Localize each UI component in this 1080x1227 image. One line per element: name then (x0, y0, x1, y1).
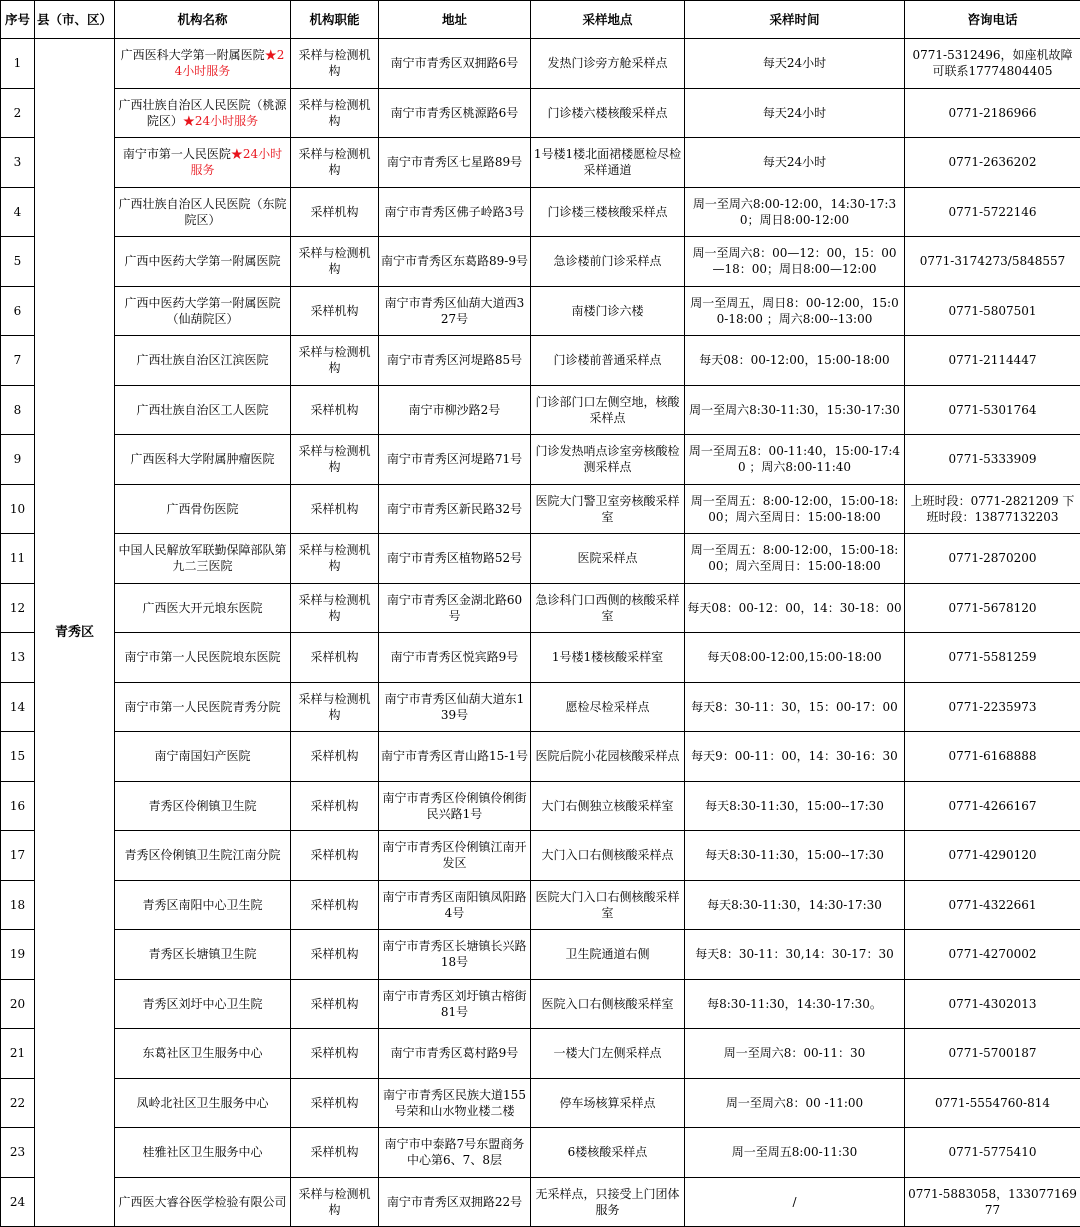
cell-time: 周一至周六8：00—12：00，15：00—18：00；周日8:00—12:00 (685, 237, 905, 287)
cell-name (115, 286, 291, 336)
cell-function: 采样与检测机构 (291, 583, 379, 633)
table-row (1, 1029, 1080, 1079)
cell-function: 采样与检测机构 (291, 1177, 379, 1227)
header-index: 序号 (1, 1, 35, 39)
cell-name (115, 831, 291, 881)
cell-name (115, 1177, 291, 1227)
cell-phone: 0771-5312496，如座机故障可联系17774804405 (905, 39, 1080, 89)
cell-site: 医院大门入口右侧核酸采样室 (531, 880, 685, 930)
cell-index: 6 (1, 286, 35, 336)
cell-address: 南宁市柳沙路2号 (379, 385, 531, 435)
cell-phone: 0771-3174273/5848557 (905, 237, 1080, 287)
cell-function: 采样机构 (291, 385, 379, 435)
institution-name: 南宁市第一人民医院 (122, 147, 231, 162)
cell-index: 14 (1, 682, 35, 732)
cell-phone: 0771-2636202 (905, 138, 1080, 188)
cell-time: 每天9：00-11：00，14：30-16：30 (685, 732, 905, 782)
cell-name (115, 39, 291, 89)
cell-site: 医院入口右侧核酸采样室 (531, 979, 685, 1029)
cell-name (115, 880, 291, 930)
cell-address: 南宁市青秀区双拥路6号 (379, 39, 531, 89)
cell-function: 采样与检测机构 (291, 237, 379, 287)
cell-time: 每天8:30-11:30，15:00--17:30 (685, 831, 905, 881)
cell-time: 每天24小时 (685, 88, 905, 138)
table-row (1, 979, 1080, 1029)
cell-name (115, 781, 291, 831)
cell-site: 1号楼1楼核酸采样室 (531, 633, 685, 683)
cell-site: 急诊楼前门诊采样点 (531, 237, 685, 287)
cell-function: 采样机构 (291, 1078, 379, 1128)
header-site: 采样地点 (531, 1, 685, 39)
cell-address: 南宁市青秀区七星路89号 (379, 138, 531, 188)
cell-phone: 0771-5581259 (905, 633, 1080, 683)
cell-time: 每天24小时 (685, 138, 905, 188)
cell-address: 南宁市青秀区河堤路85号 (379, 336, 531, 386)
cell-name (115, 534, 291, 584)
table-row (1, 1078, 1080, 1128)
cell-site: 停车场核算采样点 (531, 1078, 685, 1128)
cell-address: 南宁市青秀区新民路32号 (379, 484, 531, 534)
header-address: 地址 (379, 1, 531, 39)
cell-phone: 0771-5554760-814 (905, 1078, 1080, 1128)
cell-function: 采样机构 (291, 1029, 379, 1079)
cell-time: 每天08：00-12:00，15:00-18:00 (685, 336, 905, 386)
cell-district: 青秀区 (35, 39, 115, 1227)
header-time: 采样时间 (685, 1, 905, 39)
cell-address: 南宁市青秀区仙葫大道西327号 (379, 286, 531, 336)
cell-function: 采样与检测机构 (291, 682, 379, 732)
cell-time: 每天8:30-11:30，15:00--17:30 (685, 781, 905, 831)
cell-phone: 0771-4322661 (905, 880, 1080, 930)
cell-phone: 0771-2870200 (905, 534, 1080, 584)
cell-phone: 上班时段：0771-2821209 下班时段：13877132203 (905, 484, 1080, 534)
cell-phone: 0771-5775410 (905, 1128, 1080, 1178)
cell-address: 南宁市青秀区伶俐镇伶俐街民兴路1号 (379, 781, 531, 831)
cell-time: 周一至周六8:30-11:30，15:30-17:30 (685, 385, 905, 435)
cell-site: 卫生院通道右侧 (531, 930, 685, 980)
cell-name (115, 138, 291, 188)
cell-phone: 0771-2186966 (905, 88, 1080, 138)
cell-function: 采样与检测机构 (291, 39, 379, 89)
cell-name (115, 979, 291, 1029)
cell-function: 采样机构 (291, 781, 379, 831)
header-row (1, 1, 1080, 39)
cell-name (115, 583, 291, 633)
cell-phone: 0771-2235973 (905, 682, 1080, 732)
cell-address: 南宁市青秀区桃源路6号 (379, 88, 531, 138)
header-name: 机构名称 (115, 1, 291, 39)
cell-name (115, 237, 291, 287)
cell-site: 急诊科门口西侧的核酸采样室 (531, 583, 685, 633)
cell-site: 一楼大门左侧采样点 (531, 1029, 685, 1079)
cell-index: 3 (1, 138, 35, 188)
service-24h-badge: ★24小时服务 (190, 147, 283, 178)
table-row (1, 930, 1080, 980)
cell-index: 16 (1, 781, 35, 831)
institution-name: 青秀区南阳中心卫生院 (142, 897, 263, 912)
institution-name: 东葛社区卫生服务中心 (142, 1046, 263, 1061)
cell-name (115, 633, 291, 683)
cell-address: 南宁市青秀区佛子岭路3号 (379, 187, 531, 237)
cell-function: 采样与检测机构 (291, 88, 379, 138)
cell-phone: 0771-4266167 (905, 781, 1080, 831)
table-row (1, 336, 1080, 386)
cell-time: 每天8：30-11：30，15：00-17：00 (685, 682, 905, 732)
cell-index: 20 (1, 979, 35, 1029)
cell-index: 7 (1, 336, 35, 386)
cell-index: 22 (1, 1078, 35, 1128)
cell-name (115, 435, 291, 485)
cell-name (115, 336, 291, 386)
cell-time: 每8:30-11:30，14:30-17:30。 (685, 979, 905, 1029)
institution-name: 凤岭北社区卫生服务中心 (136, 1095, 269, 1110)
cell-address: 南宁市青秀区悦宾路9号 (379, 633, 531, 683)
institution-name: 广西骨伤医院 (166, 501, 239, 516)
cell-address: 南宁市青秀区东葛路89-9号 (379, 237, 531, 287)
cell-function: 采样机构 (291, 732, 379, 782)
cell-address: 南宁市青秀区河堤路71号 (379, 435, 531, 485)
table-row (1, 1128, 1080, 1178)
cell-site: 门诊部门口左侧空地，核酸采样点 (531, 385, 685, 435)
table-row (1, 682, 1080, 732)
cell-index: 10 (1, 484, 35, 534)
cell-name (115, 1029, 291, 1079)
cell-time: 周一至周六8：00-11：30 (685, 1029, 905, 1079)
cell-function: 采样与检测机构 (291, 435, 379, 485)
cell-phone: 0771-2114447 (905, 336, 1080, 386)
cell-function: 采样机构 (291, 633, 379, 683)
cell-time: 每天8:30-11:30，14:30-17:30 (685, 880, 905, 930)
cell-phone: 0771-5333909 (905, 435, 1080, 485)
cell-name (115, 732, 291, 782)
cell-address: 南宁市青秀区长塘镇长兴路18号 (379, 930, 531, 980)
cell-name (115, 1128, 291, 1178)
table-row (1, 138, 1080, 188)
cell-index: 15 (1, 732, 35, 782)
cell-function: 采样与检测机构 (291, 138, 379, 188)
cell-address: 南宁市青秀区青山路15-1号 (379, 732, 531, 782)
cell-function: 采样机构 (291, 187, 379, 237)
table-row (1, 583, 1080, 633)
cell-function: 采样与检测机构 (291, 336, 379, 386)
cell-name (115, 484, 291, 534)
header-district: 县（市、区） (35, 1, 115, 39)
table-row (1, 187, 1080, 237)
cell-address: 南宁市青秀区刘圩镇古榕街81号 (379, 979, 531, 1029)
cell-phone: 0771-4302013 (905, 979, 1080, 1029)
cell-site: 南楼门诊六楼 (531, 286, 685, 336)
cell-site: 医院大门警卫室旁核酸采样室 (531, 484, 685, 534)
cell-function: 采样机构 (291, 979, 379, 1029)
institution-name: 青秀区刘圩中心卫生院 (142, 996, 263, 1011)
cell-site: 医院后院小花园核酸采样点 (531, 732, 685, 782)
cell-phone: 0771-5807501 (905, 286, 1080, 336)
cell-function: 采样机构 (291, 831, 379, 881)
table-row (1, 732, 1080, 782)
cell-function: 采样机构 (291, 880, 379, 930)
cell-site: 无采样点，只接受上门团体服务 (531, 1177, 685, 1227)
cell-name (115, 1078, 291, 1128)
cell-time: 周一至周六8:00-12:00，14:30-17:30；周日8:00-12:00 (685, 187, 905, 237)
cell-time: 每天08:00-12:00,15:00-18:00 (685, 633, 905, 683)
cell-index: 11 (1, 534, 35, 584)
institution-name: 青秀区伶俐镇卫生院 (148, 798, 257, 813)
cell-time: 周一至周五，周日8：00-12:00，15:00-18:00 ；周六8:00--13:00 (685, 286, 905, 336)
cell-site: 门诊发热哨点诊室旁核酸检测采样点 (531, 435, 685, 485)
cell-site: 发热门诊旁方舱采样点 (531, 39, 685, 89)
cell-function: 采样机构 (291, 930, 379, 980)
cell-function: 采样与检测机构 (291, 534, 379, 584)
cell-time: 周一至周五8:00-11:30 (685, 1128, 905, 1178)
cell-time: 周一至周五：8:00-12:00，15:00-18:00；周六至周日：15:00-18:00 (685, 534, 905, 584)
cell-function: 采样机构 (291, 286, 379, 336)
cell-function: 采样机构 (291, 1128, 379, 1178)
cell-index: 18 (1, 880, 35, 930)
cell-address: 南宁市青秀区植物路52号 (379, 534, 531, 584)
cell-phone: 0771-6168888 (905, 732, 1080, 782)
table-row (1, 237, 1080, 287)
cell-name (115, 187, 291, 237)
institution-name: 广西医大开元埌东医院 (142, 600, 263, 615)
cell-site: 医院采样点 (531, 534, 685, 584)
table-row (1, 534, 1080, 584)
cell-name (115, 930, 291, 980)
service-24h-badge: ★24小时服务 (174, 48, 285, 79)
cell-address: 南宁市青秀区仙葫大道东139号 (379, 682, 531, 732)
cell-site: 6楼核酸采样点 (531, 1128, 685, 1178)
institution-name: 广西壮族自治区人民医院（桃源院区） (118, 97, 287, 128)
institution-name: 桂雅社区卫生服务中心 (142, 1145, 263, 1160)
institution-name: 青秀区伶俐镇卫生院江南分院 (124, 848, 281, 863)
table-row (1, 286, 1080, 336)
institution-name: 青秀区长塘镇卫生院 (148, 947, 257, 962)
cell-time: 周一至周六8：00 -11:00 (685, 1078, 905, 1128)
institution-name: 南宁南国妇产医院 (154, 749, 251, 764)
cell-phone: 0771-5883058，13307716977 (905, 1177, 1080, 1227)
cell-phone: 0771-4270002 (905, 930, 1080, 980)
table-row (1, 880, 1080, 930)
table-row (1, 88, 1080, 138)
cell-site: 愿检尽检采样点 (531, 682, 685, 732)
header-phone: 咨询电话 (905, 1, 1080, 39)
table-row (1, 484, 1080, 534)
cell-index: 23 (1, 1128, 35, 1178)
cell-phone: 0771-4290120 (905, 831, 1080, 881)
cell-site: 大门右侧独立核酸采样室 (531, 781, 685, 831)
cell-time: / (685, 1177, 905, 1227)
cell-phone: 0771-5700187 (905, 1029, 1080, 1079)
cell-address: 南宁市青秀区民族大道155号荣和山水物业楼二楼 (379, 1078, 531, 1128)
cell-name (115, 88, 291, 138)
institution-name: 中国人民解放军联勤保障部队第九二三医院 (118, 543, 287, 574)
cell-index: 2 (1, 88, 35, 138)
cell-phone: 0771-5722146 (905, 187, 1080, 237)
cell-site: 门诊楼三楼核酸采样点 (531, 187, 685, 237)
cell-index: 9 (1, 435, 35, 485)
cell-index: 1 (1, 39, 35, 89)
cell-address: 南宁市青秀区南阳镇凤阳路4号 (379, 880, 531, 930)
cell-site: 大门入口右侧核酸采样点 (531, 831, 685, 881)
institution-name: 广西医科大学附属肿瘤医院 (130, 452, 275, 467)
table-row (1, 1177, 1080, 1227)
cell-time: 每天8：30-11：30,14：30-17：30 (685, 930, 905, 980)
cell-index: 8 (1, 385, 35, 435)
cell-address: 南宁市青秀区葛村路9号 (379, 1029, 531, 1079)
cell-index: 4 (1, 187, 35, 237)
institution-name: 广西中医药大学第一附属医院 (124, 254, 281, 269)
cell-name (115, 385, 291, 435)
institution-name: 广西中医药大学第一附属医院（仙葫院区） (124, 295, 281, 326)
institution-name: 广西医科大学第一附属医院 (120, 48, 265, 63)
header-function: 机构职能 (291, 1, 379, 39)
cell-site: 门诊楼六楼核酸采样点 (531, 88, 685, 138)
cell-index: 19 (1, 930, 35, 980)
cell-time: 每天08：00-12：00，14：30-18：00 (685, 583, 905, 633)
cell-site: 门诊楼前普通采样点 (531, 336, 685, 386)
institution-name: 广西壮族自治区人民医院（东院院区） (118, 196, 287, 227)
cell-phone: 0771-5301764 (905, 385, 1080, 435)
service-24h-badge: ★24小时服务 (182, 113, 259, 128)
cell-name (115, 682, 291, 732)
table-row (1, 831, 1080, 881)
institution-name: 广西壮族自治区江滨医院 (136, 353, 269, 368)
cell-index: 24 (1, 1177, 35, 1227)
cell-index: 5 (1, 237, 35, 287)
cell-time: 每天24小时 (685, 39, 905, 89)
cell-index: 17 (1, 831, 35, 881)
table-row (1, 385, 1080, 435)
table-row (1, 781, 1080, 831)
institution-name: 南宁市第一人民医院青秀分院 (124, 699, 281, 714)
cell-index: 21 (1, 1029, 35, 1079)
cell-index: 13 (1, 633, 35, 683)
cell-time: 周一至周五8：00-11:40，15:00-17:40 ；周六8:00-11:40 (685, 435, 905, 485)
cell-address: 南宁市青秀区双拥路22号 (379, 1177, 531, 1227)
cell-address: 南宁市中泰路7号东盟商务中心第6、7、8层 (379, 1128, 531, 1178)
cell-address: 南宁市青秀区金湖北路60号 (379, 583, 531, 633)
institution-name: 广西壮族自治区工人医院 (136, 402, 269, 417)
institution-name: 南宁市第一人民医院埌东医院 (124, 650, 281, 665)
table-row (1, 633, 1080, 683)
cell-address: 南宁市青秀区伶俐镇江南开发区 (379, 831, 531, 881)
institution-name: 广西医大睿谷医学检验有限公司 (118, 1194, 287, 1209)
cell-site: 1号楼1楼北面裙楼愿检尽检采样通道 (531, 138, 685, 188)
cell-phone: 0771-5678120 (905, 583, 1080, 633)
cell-time: 周一至周五：8:00-12:00，15:00-18:00；周六至周日：15:00-18:00 (685, 484, 905, 534)
cell-function: 采样机构 (291, 484, 379, 534)
table-row (1, 435, 1080, 485)
table-row (1, 39, 1080, 89)
cell-index: 12 (1, 583, 35, 633)
